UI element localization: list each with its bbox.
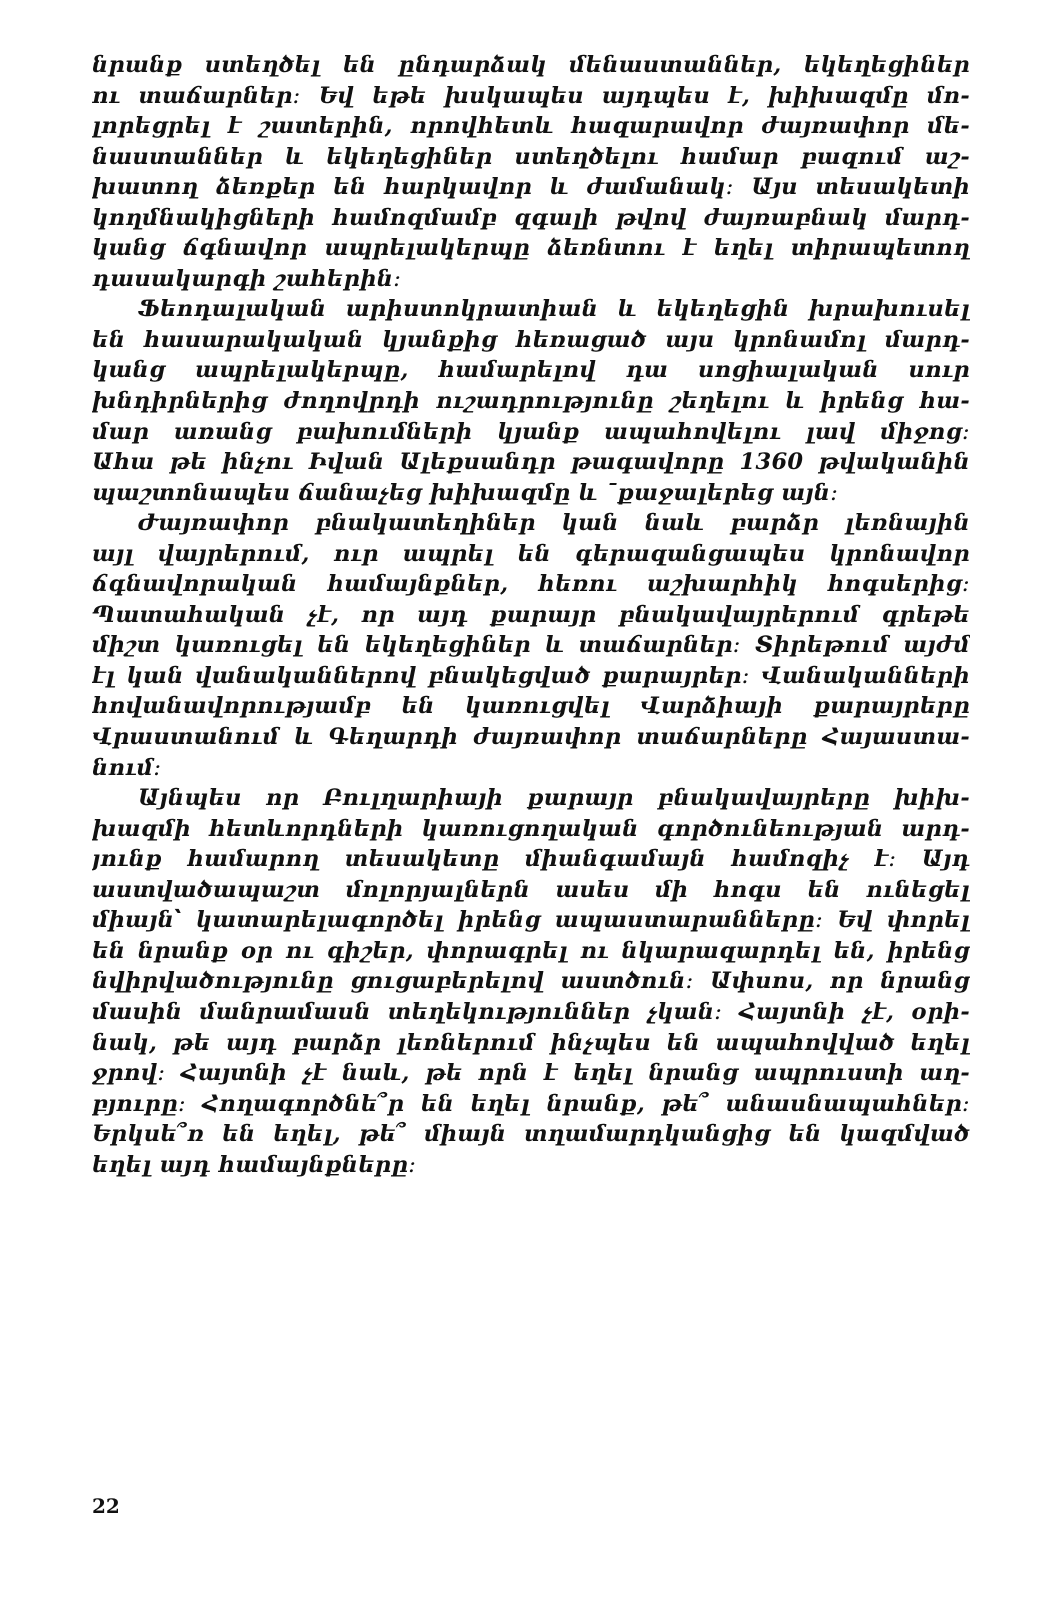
text-line: Վրաստանում և Գեղարդի ժայռափոր տաճարները Հայաստա- — [92, 724, 970, 751]
text-line: կանց ապրելակերպը, համարելով դա սոցիալական սուր — [92, 357, 970, 384]
text-line: միայն՝ կատարելագործել իրենց ապաստարանները։ Եվ փորել — [92, 907, 970, 934]
text-line: մար առանց բախումների կյանք ապահովելու լավ միջոց։ — [92, 418, 970, 445]
text-line: աստվածապաշտ մոլորյալներն ասես մի հոգս են ունեցել — [92, 876, 970, 903]
text-line: նում։ — [92, 754, 162, 781]
text-line: Ահա թե ինչու Իվան Ալեքսանդր թագավորը 1360 թվականին — [92, 449, 970, 476]
paragraph-first-line: Այնպես որ Բուլղարիայի քարայր բնակավայրերը խիխ- — [138, 785, 970, 812]
paragraph-first-line: Ժայռափոր բնակատեղիներ կան նաև բարձր լեռնային — [138, 510, 970, 537]
paragraph-first-line: Ֆեոդալական արիստոկրատիան և եկեղեցին խրախուսել — [138, 296, 970, 323]
text-line: կանց ճգնավոր ապրելակերպը ձեռնտու է եղել տիրապետող — [92, 235, 970, 262]
text-line: Երկսե՞ռ են եղել, թե՞ միայն տղամարդկանցից են կազմված — [92, 1121, 970, 1148]
body-text — [92, 50, 970, 1180]
text-line: նակ, թե այդ բարձր լեռներում ինչպես են ապահովված եղել — [92, 1029, 970, 1056]
text-line: այլ վայրերում, ուր ապրել են գերազանցապես կրոնավոր — [92, 540, 970, 567]
text-line: նրանք ստեղծել են ընդարձակ մենաստաններ, եկեղեցիներ — [92, 52, 970, 78]
text-line: ու տաճարներ։ Եվ եթե խսկապես այդպես է, խիխազմը մո- — [92, 82, 970, 109]
text-line: մասին մանրամասն տեղեկություններ չկան։ Հայտնի չէ, օրի- — [92, 998, 970, 1025]
text-line: բյուրը։ Հողագործնե՞ր են եղել նրանք, թե՞ անասնապահներ։ — [92, 1090, 970, 1117]
text-line: լորեցրել է շատերին, որովհետև հազարավոր ժայռափոր մե- — [92, 113, 970, 140]
text-line: ջրով։ Հայտնի չէ նաև, թե որն է եղել նրանց ապրուստի աղ- — [92, 1060, 970, 1087]
text-line: նվիրվածությունը ցուցաբերելով աստծուն։ Ափսոս, որ նրանց — [92, 968, 970, 995]
text-line: խազմի հետևորդների կառուցողական գործունեության արդ- — [92, 815, 970, 842]
text-line: յունք համարող տեսակետը միանգամայն համոզիչ է։ Այդ — [92, 846, 970, 873]
text-line: կողմնակիցների համոզմամբ զգալի թվով ժայռաբնակ մարդ- — [92, 204, 970, 231]
text-line: պաշտոնապես ճանաչեց խիխազմը և ˉքաջալերեց այն։ — [92, 479, 839, 506]
text-line: են հասարակական կյանքից հեռացած այս կրոնամոլ մարդ- — [92, 326, 970, 353]
text-line: խատող ձեռքեր են հարկավոր և ժամանակ։ Այս տեսակետի — [92, 174, 970, 201]
text-line: հովանավորությամբ են կառուցվել Վարձիայի քարայրերը — [92, 693, 970, 720]
text-line: նաստաններ և եկեղեցիներ ստեղծելու համար բազում աշ- — [92, 143, 970, 170]
text-line: էլ կան վանականներով բնակեցված քարայրեր։ Վանականների — [92, 662, 970, 689]
text-line: եղել այդ համայնքները։ — [92, 1151, 417, 1178]
text-line: միշտ կառուցել են եկեղեցիներ և տաճարներ։ Տիրեթում այժմ — [92, 632, 970, 659]
text-line: դասակարգի շահերին։ — [92, 265, 402, 292]
text-line: են նրանք օր ու գիշեր, փորագրել ու նկարազարդել են, իրենց — [92, 937, 970, 964]
text-line: Պատահական չէ, որ այդ քարայր բնակավայրերում գրեթե — [92, 601, 970, 628]
text-line: ճգնավորական համայնքներ, հեռու աշխարհիկ հոգսերից։ — [92, 571, 970, 598]
text-line: խնդիրներից ժողովրդի ուշադրությունը շեղելու և իրենց հա- — [92, 388, 970, 415]
page-number: 22 — [92, 1494, 120, 1518]
